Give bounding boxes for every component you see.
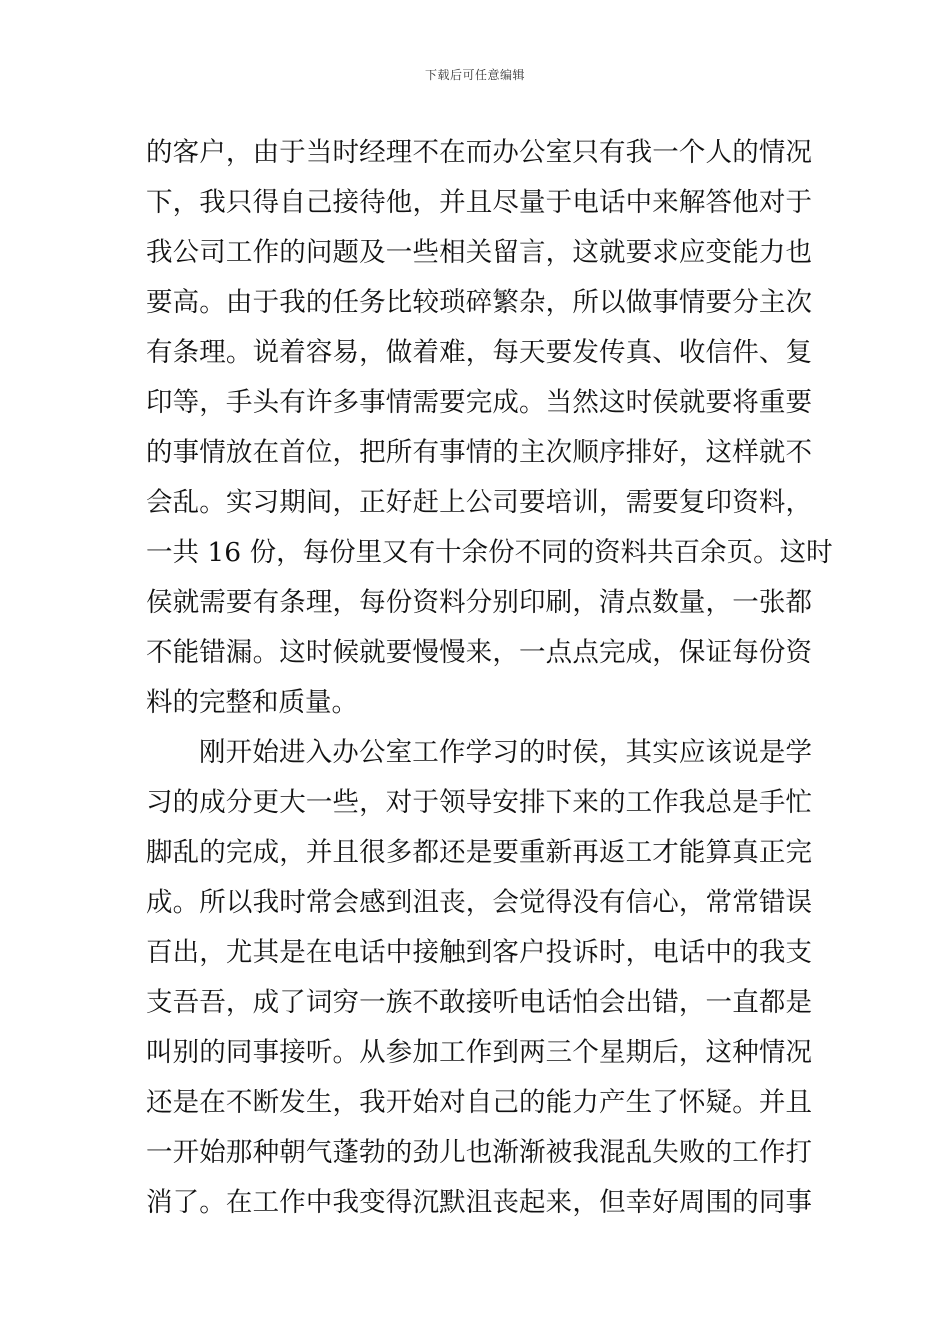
text-line: 要高。由于我的任务比较琐碎繁杂，所以做事情要分主次: [146, 287, 812, 318]
text-line: 不能错漏。这时候就要慢慢来，一点点完成，保证每份资: [146, 637, 812, 668]
text-line: 刚开始进入办公室工作学习的时侯，其实应该说是学: [199, 737, 812, 768]
text-line: 习的成分更大一些，对于领导安排下来的工作我总是手忙: [146, 787, 812, 818]
text-line: 消了。在工作中我变得沉默沮丧起来，但幸好周围的同事: [146, 1187, 812, 1218]
text-line: 我公司工作的问题及一些相关留言，这就要求应变能力也: [146, 237, 812, 268]
paragraph: [146, 128, 833, 728]
text-line: 脚乱的完成，并且很多都还是要重新再返工才能算真正完: [146, 837, 812, 868]
paragraph: [146, 728, 812, 1228]
text-line: 支吾吾，成了词穷一族不敢接听电话怕会出错，一直都是: [146, 987, 812, 1018]
text-line: 还是在不断发生，我开始对自己的能力产生了怀疑。并且: [146, 1087, 812, 1118]
body-text: [146, 128, 833, 1228]
text-line: 百出，尤其是在电话中接触到客户投诉时，电话中的我支: [146, 937, 812, 968]
text-line: 一开始那种朝气蓬勃的劲儿也渐渐被我混乱失败的工作打: [146, 1137, 812, 1168]
text-line: 叫别的同事接听。从参加工作到两三个星期后，这种情况: [146, 1037, 812, 1068]
text-line: 会乱。实习期间，正好赶上公司要培训，需要复印资料，: [146, 487, 812, 518]
text-line: 的客户，由于当时经理不在而办公室只有我一个人的情况: [146, 137, 812, 168]
page-header: 下载后可任意编辑: [424, 68, 525, 82]
text-line: 料的完整和质量。: [146, 687, 358, 718]
text-line: 的事情放在首位，把所有事情的主次顺序排好，这样就不: [146, 437, 812, 468]
text-line: 成。所以我时常会感到沮丧，会觉得没有信心，常常错误: [146, 887, 812, 918]
text-line: 有条理。说着容易，做着难，每天要发传真、收信件、复: [146, 337, 812, 368]
text-line: 下，我只得自己接待他，并且尽量于电话中来解答他对于: [146, 187, 812, 218]
text-line: 侯就需要有条理，每份资料分别印刷，清点数量，一张都: [146, 587, 812, 618]
text-line: 一共 16 份，每份里又有十余份不同的资料共百余页。这时: [146, 537, 833, 568]
text-line: 印等，手头有许多事情需要完成。当然这时侯就要将重要: [146, 387, 812, 418]
